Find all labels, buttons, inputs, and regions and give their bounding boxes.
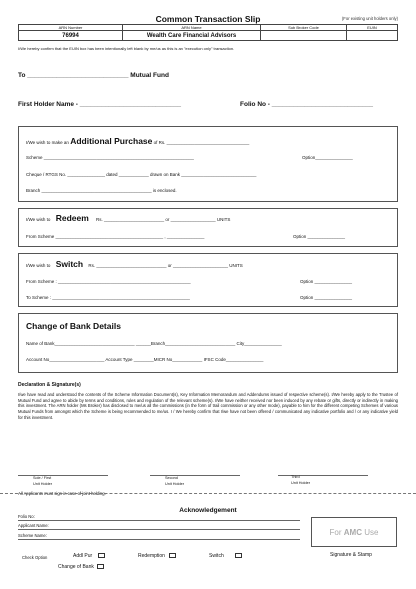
cut-line [0,493,416,494]
redeem-amount: Rs. ________________________ or __________________ UNITS [96,217,231,222]
redeem-option-field[interactable]: Option _______________ [293,234,346,239]
ack-folio-line[interactable] [18,520,300,521]
euin-field[interactable] [347,31,398,41]
purchase-line[interactable] [26,136,249,146]
joint-holding-note: All Applicants must sign in case of joint holding. [18,491,106,496]
check-option-label: Check Option [22,555,48,560]
switch-from-scheme-field[interactable]: From Scheme : _____________________________________________________ [26,279,191,284]
acknowledgement-heading: Acknowledgement [179,507,237,514]
addl-pur-checkbox[interactable] [98,553,105,558]
addl-pur-option[interactable] [73,553,105,559]
third-holder-sign-label: Third [291,475,300,479]
additional-purchase-section [18,126,398,202]
redeem-heading: Redeem [55,213,89,223]
arn-name-field[interactable]: Wealth Care Financial Advisors [123,31,261,41]
addl-pur-label: Addl Pur [73,553,93,559]
to-prefix: To ____________________________ [18,72,129,79]
amc-for: For [329,528,342,537]
existing-holders-note: (For existing unit holders only) [341,16,398,21]
to-suffix: Mutual Fund [130,72,169,79]
redemption-label: Redemption [138,553,165,559]
switch-to-scheme-field[interactable]: To Scheme : _______________________________________________________ [26,295,190,300]
first-holder-field[interactable]: First Holder Name - ____________________________ [18,101,181,108]
change-bank-checkbox[interactable] [97,564,104,569]
declaration-text: I/we have read and understood the contents of the Scheme Information Document(s), Key Information Memorandum and Addendums issued of respective scheme(s). I/We hereby apply to the Trustee of Mutual Fund and agree to abide by terms and conditions, rules and regulation of the relevant scheme(s). I/We have neither received nor been induced by any rebate or gifts, directly or indirectly in making this investment. The ARN holder (Ms Broker) has disclosed to me/us all the commissions (in the form of trail commission or any other mode), payable to him for the different competing Schemes of various Mutual Funds from amongst which the Scheme is being recommended to me/us. I / We hereby confirm that I/we have not been offered / communicated any indicative portfolio and / or any indicative yield for this investment. [18,392,398,420]
switch-checkbox[interactable] [235,553,242,558]
first-holder-sign-label-2: Unit Holder [33,482,52,486]
redeem-section [18,208,398,247]
second-holder-sign-label: Second [165,476,178,480]
switch-amount: Rs. ____________________________ or ______________________ UNITS [88,263,243,268]
ack-scheme-label: Scheme Name: [18,533,47,538]
amc-bold: AMC [343,528,362,537]
change-bank-label: Change of Bank [58,564,94,570]
switch-prefix: I/We wish to [26,263,51,268]
ack-folio-label: Folio No: [18,514,35,519]
redeem-prefix: I/We wish to [26,217,51,222]
arn-number-field[interactable]: 76994 [19,31,123,41]
cheque-field[interactable]: Cheque / RTGS No. _______________ dated ____________ drawn on Bank ______________________________ [26,172,257,177]
change-of-bank-section [18,313,398,373]
second-signature-line[interactable] [150,475,240,476]
purchase-option-field[interactable]: Option_______________ [302,155,353,160]
arn-number-label: ARN Number [19,25,123,31]
branch-field[interactable]: Branch ____________________________________________ is enclosed. [26,188,177,193]
first-signature-line[interactable] [18,475,108,476]
form-title: Common Transaction Slip [155,14,261,24]
euin-confirmation: I/We hereby confirm that the EUIN box has been intentionally left blank by me/us as this is an "execution only" transaction. [18,46,235,51]
declaration-heading: Declaration & Signature(s) [18,382,81,388]
purchase-scheme-field[interactable]: Scheme ____________________________________________________________ [26,155,194,160]
purchase-heading: Additional Purchase [70,136,153,146]
euin-label: EUIN [347,25,398,31]
redeem-line[interactable] [26,213,230,223]
switch-option[interactable] [209,553,242,559]
bank-heading: Change of Bank Details [26,321,121,331]
bank-name-line[interactable]: Name of Bank________________________________ ______Branch____________________________ City_______________ [26,341,282,346]
ack-applicant-line[interactable] [18,529,300,530]
switch-heading: Switch [55,259,84,269]
switch-option-label: Switch [209,553,224,559]
redemption-option[interactable] [138,553,176,559]
redemption-checkbox[interactable] [169,553,176,558]
third-holder-sign-label-2: Unit Holder [291,481,310,485]
first-holder-sign-label: Sole / First [33,476,52,480]
to-mutual-fund-line[interactable] [18,72,169,79]
amc-use: Use [364,528,379,537]
switch-to-option-field[interactable]: Option _______________ [300,295,353,300]
sub-broker-label: Sub Broker Code [261,25,347,31]
arn-table [18,24,398,41]
account-line[interactable]: Account No______________________ Account Type ________MICR No____________ IFSC Code_______________ [26,357,264,362]
arn-name-label: ARN Name [123,25,261,31]
ack-applicant-label: Applicant Name: [18,523,49,528]
ack-scheme-line[interactable] [18,539,300,540]
folio-field[interactable]: Folio No - ____________________________ [240,101,373,108]
change-bank-option[interactable] [58,564,104,570]
second-holder-sign-label-2: Unit Holder [165,482,184,486]
switch-line[interactable] [26,259,243,269]
purchase-amount: of Rs. _________________________________ [153,140,250,145]
switch-from-option-field[interactable]: Option _______________ [300,279,353,284]
purchase-prefix: I/We wish to make an [26,140,69,145]
amc-use-box [311,517,397,547]
switch-section [18,253,398,307]
redeem-scheme-field[interactable]: From Scheme ___________________________________________ , _______________ [26,234,205,239]
sub-broker-field[interactable] [261,31,347,41]
signature-stamp-label: Signature & Stamp [330,552,372,558]
